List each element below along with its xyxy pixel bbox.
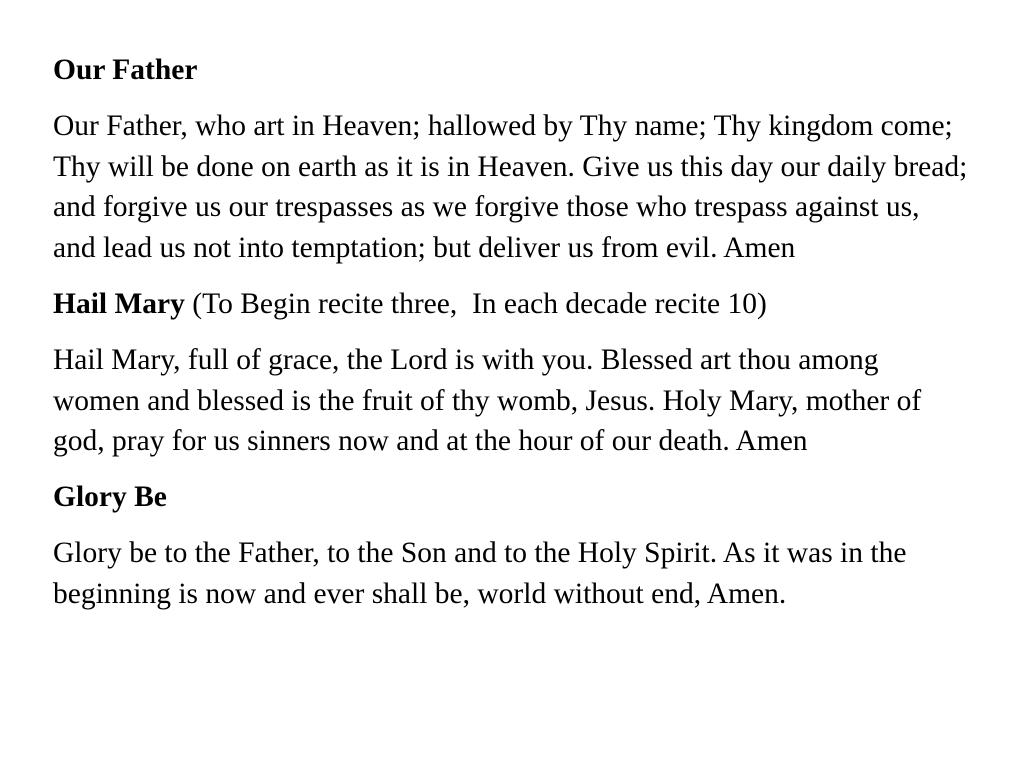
- hail-mary-title: Hail Mary: [53, 287, 185, 320]
- our-father-text: Our Father, who art in Heaven; hallowed by Thy name; Thy kingdom come; Thy will be done on earth as it is in Heaven. Give us this day our daily bread; and forgive us our trespasses as we forgive those who trespass against us, and lead us not into temptation; but deliver us from evil. Amen: [53, 109, 968, 265]
- hail-mary-heading: [53, 284, 968, 325]
- glory-be-text: Glory be to the Father, to the Son and to the Holy Spirit. As it was in the beginning is now and ever shall be, world without end, Amen.: [53, 536, 907, 610]
- prayer-sheet: [53, 50, 968, 630]
- hail-mary-note: (To Begin recite three, In each decade recite 10): [184, 287, 767, 320]
- glory-be-heading: [53, 477, 968, 518]
- our-father-title: Our Father: [53, 54, 198, 86]
- our-father-heading: [53, 50, 968, 91]
- hail-mary-text: Hail Mary, full of grace, the Lord is with you. Blessed art thou among women and blessed is the fruit of thy womb, Jesus. Holy Mary, mother of god, pray for us sinners now and at the hour of our death. Amen: [53, 343, 922, 458]
- glory-be-title: Glory Be: [53, 481, 167, 514]
